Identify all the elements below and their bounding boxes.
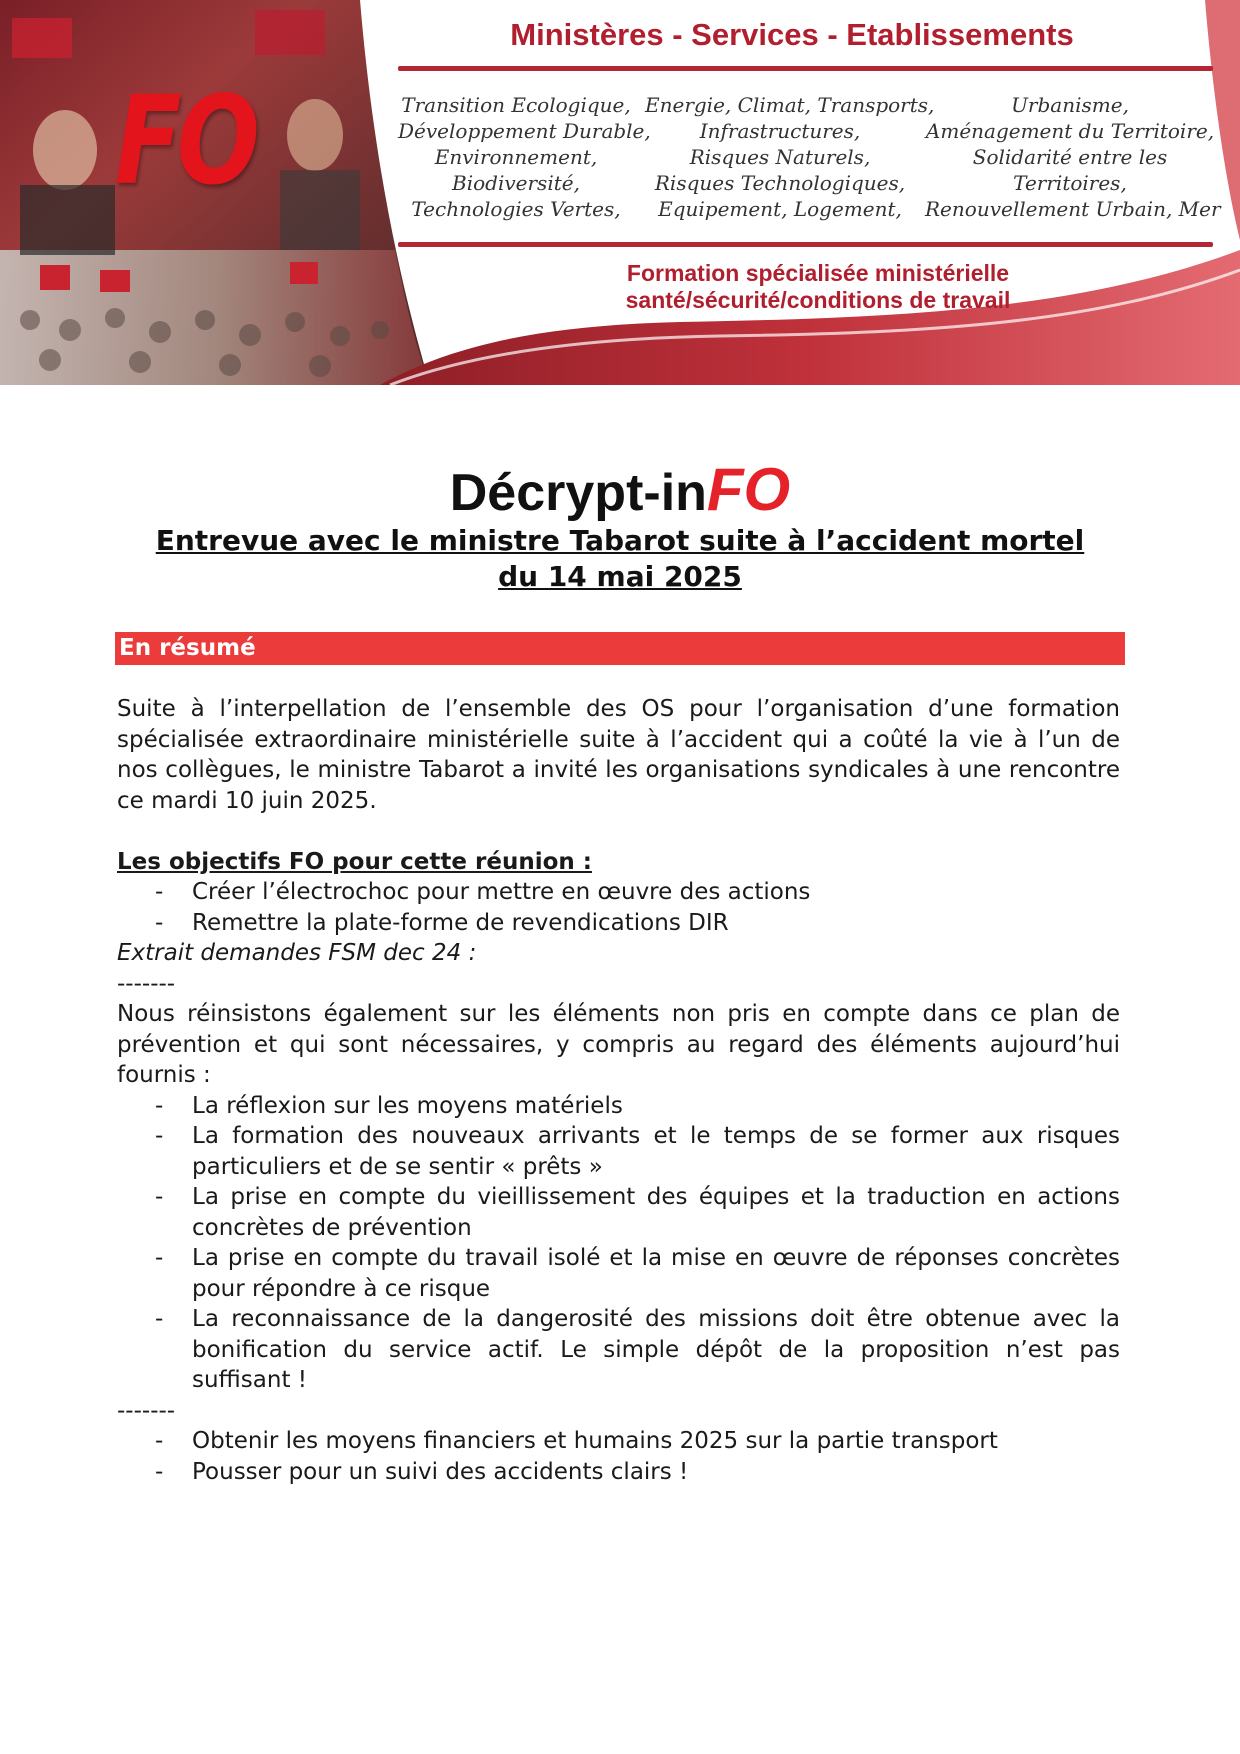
domain-item: Risques Technologiques, bbox=[654, 171, 906, 195]
domains-column-3 bbox=[925, 92, 1221, 222]
list-item: - La prise en compte du travail isolé et la mise en œuvre de réponses concrètes pour répondre à ce risque bbox=[155, 1245, 1120, 1302]
domain-item: Infrastructures, bbox=[699, 119, 861, 143]
fo-logo: FO bbox=[115, 70, 256, 212]
domain-item: Environnement, bbox=[434, 145, 598, 169]
banner-top-rule bbox=[398, 66, 1213, 71]
banner-middle-rule bbox=[398, 242, 1213, 247]
dash-bullet: - bbox=[155, 1245, 164, 1271]
list-item: - La réflexion sur les moyens matériels bbox=[117, 1091, 1120, 1122]
title-prefix: Décrypt-in bbox=[449, 464, 707, 522]
separator: ------- bbox=[117, 970, 176, 997]
list-item: - Remettre la plate-forme de revendications DIR bbox=[117, 908, 1120, 939]
domain-item: Aménagement du Territoire, bbox=[925, 119, 1215, 143]
document-subtitle bbox=[100, 523, 1140, 595]
list-item: - La formation des nouveaux arrivants et le temps de se former aux risques particuliers et de se sentir « prêts » bbox=[155, 1123, 1120, 1180]
fsm-title bbox=[598, 260, 1038, 314]
domains-column-2 bbox=[645, 92, 935, 222]
dash-bullet: - bbox=[155, 909, 164, 936]
fsm-title-line: Formation spécialisée ministérielle bbox=[626, 260, 1010, 286]
extract-intro: Nous réinsistons également sur les éléments non pris en compte dans ce plan de prévention et qui sont nécessaires, y compris au regard des éléments aujourd’hui fournis : bbox=[117, 1001, 1120, 1088]
dash-bullet: - bbox=[155, 1184, 164, 1210]
domains-column-1 bbox=[398, 92, 651, 222]
domain-item: Renouvellement Urbain, Mer bbox=[925, 197, 1221, 221]
domain-item: Equipement, Logement, bbox=[658, 197, 902, 221]
extract-list bbox=[117, 1091, 1120, 1396]
list-item: - La prise en compte du vieillissement des équipes et la traduction en actions concrètes de prévention bbox=[155, 1184, 1120, 1241]
domain-item: Territoires, bbox=[1013, 171, 1127, 195]
intro-paragraph: Suite à l’interpellation de l’ensemble des OS pour l’organisation d’une formation spécialisée extraordinaire ministérielle suite à l’accident qui a coûté la vie à l’un de nos collègues, le ministre Tabarot a invité les organisations syndicales à une rencontre ce mardi 10 juin 2025. bbox=[117, 696, 1120, 814]
extract-label: Extrait demandes FSM dec 24 : bbox=[117, 940, 477, 966]
document-body bbox=[117, 694, 1120, 1487]
separator: ------- bbox=[117, 1397, 176, 1424]
domain-item: Solidarité entre les bbox=[972, 145, 1168, 169]
section-heading-resume: En résumé bbox=[115, 632, 1125, 665]
dash-bullet: - bbox=[155, 879, 164, 905]
subtitle-line: du 14 mai 2025 bbox=[498, 560, 742, 593]
domain-item: Urbanisme, bbox=[1011, 93, 1129, 117]
document-title bbox=[0, 455, 1240, 524]
dash-bullet: - bbox=[155, 1092, 164, 1119]
subtitle-line: Entrevue avec le ministre Tabarot suite à l’accident mortel bbox=[155, 524, 1085, 557]
list-item: - Pousser pour un suivi des accidents clairs ! bbox=[117, 1457, 1120, 1488]
title-accent-fo: FO bbox=[706, 456, 791, 523]
final-list bbox=[117, 1426, 1120, 1487]
domain-item: Risques Naturels, bbox=[689, 145, 871, 169]
dash-bullet: - bbox=[155, 1458, 164, 1485]
list-item: - Créer l’électrochoc pour mettre en œuvre des actions bbox=[117, 877, 1120, 908]
banner-ministeres-title: Ministères - Services - Etablissements bbox=[510, 17, 1074, 52]
dash-bullet: - bbox=[155, 1306, 164, 1332]
fsm-title-line: santé/sécurité/conditions de travail bbox=[625, 287, 1011, 313]
dash-bullet: - bbox=[155, 1123, 164, 1149]
list-item: - Obtenir les moyens financiers et humains 2025 sur la partie transport bbox=[117, 1426, 1120, 1457]
domain-item: Biodiversité, bbox=[452, 171, 580, 195]
objectives-list bbox=[117, 877, 1120, 938]
dash-bullet: - bbox=[155, 1428, 164, 1454]
domain-item: Développement Durable, bbox=[398, 119, 651, 143]
domain-item: Energie, Climat, Transports, bbox=[645, 93, 935, 117]
domain-item: Transition Ecologique, bbox=[401, 93, 631, 117]
list-item: - La reconnaissance de la dangerosité des missions doit être obtenue avec la bonification du service actif. Le simple dépôt de la proposition n’est pas suffisant ! bbox=[155, 1306, 1120, 1393]
domain-item: Technologies Vertes, bbox=[411, 197, 621, 221]
objectives-heading: Les objectifs FO pour cette réunion : bbox=[117, 848, 592, 875]
header-banner bbox=[0, 0, 1240, 385]
